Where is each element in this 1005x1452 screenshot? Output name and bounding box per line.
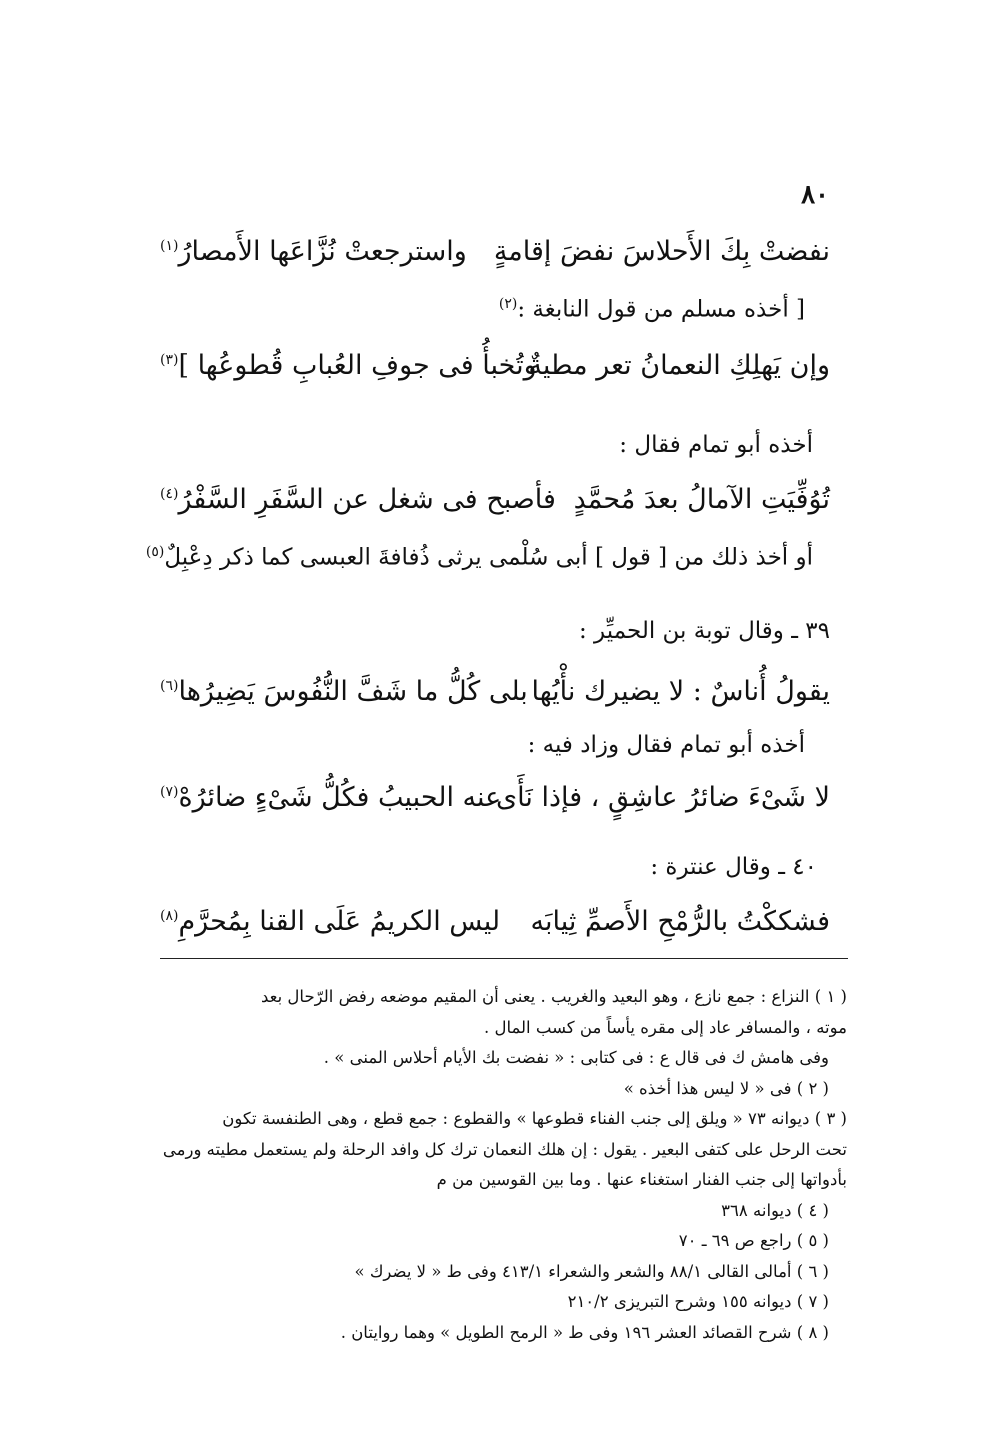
verse-hemistich-second: وتُخبأُ فى جوفِ العُبابِ قُطوعُها ]$^{(٣)}$ [160,350,537,381]
verse-hemistich-second: ليس الكريمُ عَلَى القنا بِمُحرَّمِ$^{(٨)}$ [160,906,501,937]
footnote-marker: (٥) [145,544,165,560]
footnote-line: ( ٥ ) راجع ص ٦٩ ـ ٧٠ [678,1231,829,1250]
verse-line [160,236,830,276]
verse-hemistich-second: بلى كُلُّ ما شَفَّ النُّفُوسَ يَضِيرُها$^{(٦)}$ [160,676,528,707]
verse-line [160,350,830,390]
section-heading [160,618,830,644]
prose-line [160,296,805,323]
footnote-line: وفى هامش ك فى قال ع : فى كتابى : « نفضت بك الأيام أحلاس المنى » . [323,1048,829,1067]
section-heading [160,854,817,880]
prose-line [145,544,813,571]
footnote-line: ( ٣ ) ديوانه ٧٣ « ويلق إلى جنب الفناء قطوعها » والقطوع : جمع قطع ، وهى الطنفسة تكون [222,1109,847,1128]
verse-hemistich-first: تُوُفِّيَتِ الآمالُ بعدَ مُحمَّدٍ [573,484,830,515]
prose-text: ٣٩ ـ وقال توبة بن الحميِّر : [579,618,830,644]
footnote-line: موته ، والمسافر عاد إلى مقره يأساً من كسب المال . [483,1017,847,1037]
footnote-marker: (٣) [160,352,179,368]
footnote-line: ( ٨ ) شرح القصائد العشر ١٩٦ وفى ط « الرمح الطويل » وهما روايتان . [340,1322,829,1342]
verse-hemistich-first: لا شَىْءَ ضائرُ عاشِقٍ ، فإذا نَأَى [495,782,830,813]
verse-hemistich-second: واسترجعتْ نُزَّاعَها الأَمصارُ$^{(١)}$ [160,236,467,267]
prose-text: أخذه أبو تمام فقال : [619,432,813,458]
footnote-marker: (٨) [160,908,179,924]
footnote-marker: (٤) [160,486,179,502]
footnote-line: تحت الرحل على كتفى البعير . يقول : إن هلك النعمان ترك كل وافد الرحلة ولم يستعمل مطيته ورمى [162,1139,847,1159]
verse-line [160,676,830,716]
verse-line [160,782,830,822]
footnote-separator [160,958,848,959]
footnote-marker: (١) [160,238,179,254]
prose-text: ٤٠ ـ وقال عنترة : [650,854,817,880]
footnotes [157,982,847,1348]
verse-hemistich-second: عنه الحبيبُ فكُلُّ شَىْءٍ ضائرُهْ$^{(٧)}$ [160,782,502,813]
prose-line [160,732,805,758]
footnote-marker: (٦) [160,678,179,694]
footnote-line: ( ٢ ) فى « لا ليس هذا أخذه » [623,1078,829,1098]
footnote-marker: (٧) [160,784,179,800]
verse-hemistich-first: وإن يَهلِكِ النعمانُ تعر مطيةٌ [528,350,830,381]
verse-hemistich-second: فأصبح فى شغل عن السَّفَرِ السَّفْرُ$^{(٤)}$ [160,484,556,515]
prose-text: [ أخذه مسلم من قول النابغة : [517,296,805,323]
verse-hemistich-first: يقولُ أُناسٌ : لا يضيرك نأْيُها [531,676,830,707]
footnote-line: ( ٧ ) ديوانه ١٥٥ وشرح التبريزى ٢١٠/٢ [567,1292,829,1311]
page-number: ٨٠ [801,180,829,210]
footnote-line: بأدواتها إلى جنب الفنار استغناء عنها . وما بين القوسين من م [436,1170,847,1189]
verse-hemistich-first: نفضتْ بِكَ الأَحلاسَ نفضَ إقامةٍ [493,236,830,267]
footnote-marker: (٢) [498,296,518,312]
footnote-line: ( ١ ) النزاع : جمع نازع ، وهو البعيد والغريب . يعنى أن المقيم موضعه رفض الرّحال بعد [260,987,847,1006]
prose-line [160,432,813,458]
footnote-line: ( ٦ ) أمالى القالى ٨٨/١ والشعر والشعراء ٤١٣/١ وفى ط « لا يضرك » [354,1261,829,1281]
footnote-line: ( ٤ ) ديوانه ٣٦٨ [721,1200,829,1220]
prose-text: أخذه أبو تمام فقال وزاد فيه : [527,732,805,758]
prose-text: أو أخذ ذلك من [ قول ] أبى سُلْمى يرثى ذُفافةَ العبسى كما ذكر دِعْبِلٌ [164,544,813,571]
verse-line [160,906,830,946]
verse-hemistich-first: فشككْتُ بالرُّمْحِ الأَصمِّ ثِيابَه [530,906,830,937]
verse-line [160,484,830,524]
